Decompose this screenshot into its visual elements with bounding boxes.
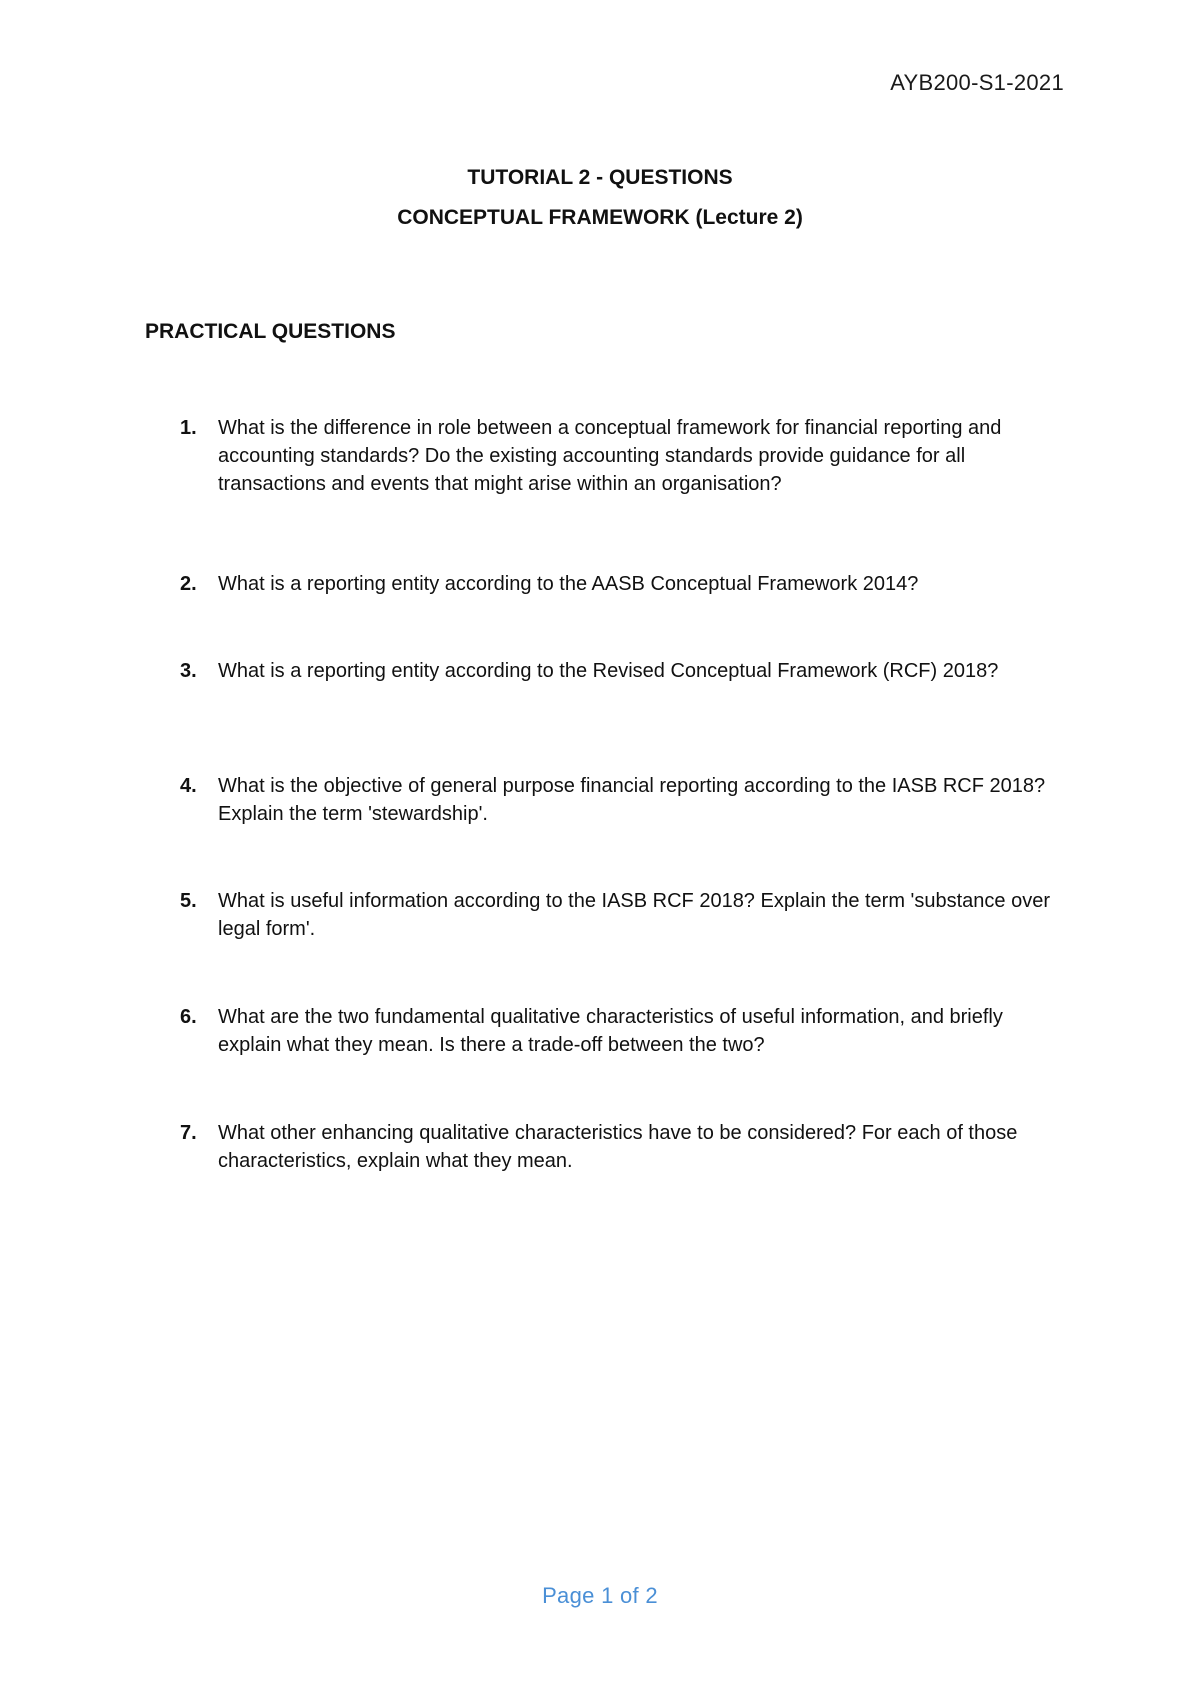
question-number: 6.	[180, 1006, 197, 1028]
question-item	[180, 772, 1060, 828]
title-line-1: TUTORIAL 2 - QUESTIONS	[467, 166, 733, 189]
question-number: 4.	[180, 775, 197, 797]
question-item	[180, 887, 1060, 943]
section-heading: PRACTICAL QUESTIONS	[145, 320, 396, 343]
page-number: Page 1 of 2	[542, 1583, 658, 1608]
question-item	[180, 1003, 1060, 1059]
question-item	[180, 570, 1060, 598]
question-item	[180, 1119, 1060, 1175]
title-line-2: CONCEPTUAL FRAMEWORK (Lecture 2)	[397, 206, 803, 229]
course-code: AYB200-S1-2021	[890, 70, 1064, 95]
question-item	[180, 657, 1060, 685]
question-text: What are the two fundamental qualitative characteristics of useful information, and briefly explain what they mean. Is there a trade-off between the two?	[218, 1006, 1003, 1056]
page-title	[0, 158, 1200, 238]
question-text: What is the objective of general purpose financial reporting according to the IASB RCF 2018? Explain the term 'stewardship'.	[218, 775, 1046, 825]
question-number: 7.	[180, 1122, 197, 1144]
question-number: 2.	[180, 573, 197, 595]
question-text: What is useful information according to the IASB RCF 2018? Explain the term 'substance over legal form'.	[218, 890, 1051, 940]
question-text: What is a reporting entity according to the Revised Conceptual Framework (RCF) 2018?	[218, 660, 999, 682]
question-text: What is the difference in role between a conceptual framework for financial reporting and accounting standards? Do the existing accounting standards provide guidance for all transactions and events that might arise within an organisation?	[218, 417, 1002, 495]
question-number: 1.	[180, 417, 197, 439]
question-text: What is a reporting entity according to the AASB Conceptual Framework 2014?	[218, 573, 919, 595]
question-number: 3.	[180, 660, 197, 682]
question-item	[180, 414, 1060, 498]
question-number: 5.	[180, 890, 197, 912]
question-text: What other enhancing qualitative characteristics have to be considered? For each of those characteristics, explain what they mean.	[218, 1122, 1018, 1172]
